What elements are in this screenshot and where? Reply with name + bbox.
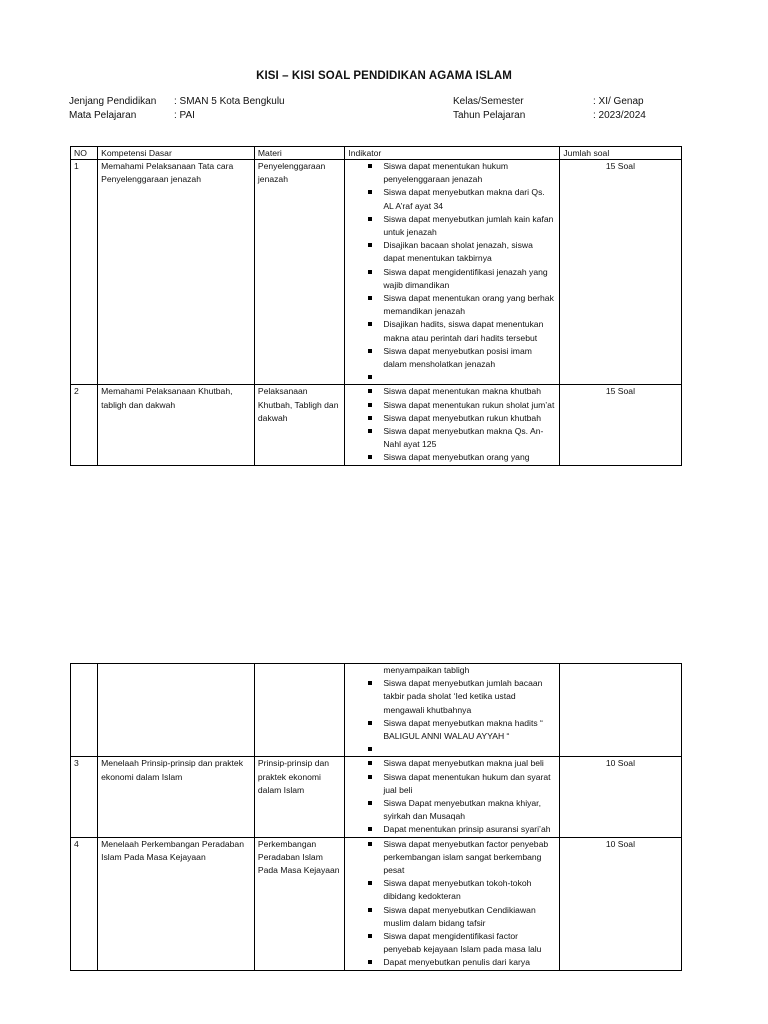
kisi-table-page-1 bbox=[70, 146, 682, 466]
kompetensi-dasar-cell: Menelaah Prinsip-prinsip dan praktek ekonomi dalam Islam bbox=[98, 757, 255, 837]
table-body-page-1 bbox=[71, 160, 682, 466]
meta-right bbox=[453, 95, 646, 123]
square-bullet-icon bbox=[368, 190, 372, 194]
table-row bbox=[71, 160, 682, 385]
indikator-cell bbox=[345, 837, 560, 970]
row-number: 3 bbox=[71, 757, 98, 837]
jumlah-soal-cell: 15 Soal bbox=[560, 385, 682, 465]
square-bullet-icon bbox=[368, 775, 372, 779]
indikator-item bbox=[345, 239, 559, 265]
meta-kelas bbox=[453, 95, 646, 109]
indikator-text: Siswa dapat menyebutkan posisi imam dalam mensholatkan jenazah bbox=[383, 345, 532, 370]
indikator-item bbox=[345, 838, 559, 878]
indikator-item bbox=[345, 877, 559, 903]
row-number bbox=[71, 664, 98, 757]
header-jumlah-soal: Jumlah soal bbox=[560, 147, 682, 160]
header-no: NO bbox=[71, 147, 98, 160]
indikator-text bbox=[383, 744, 385, 754]
indikator-text: Disajikan hadits, siswa dapat menentukan makna atau perintah dari hadits tersebut bbox=[383, 319, 544, 343]
square-bullet-icon bbox=[368, 801, 372, 805]
square-bullet-icon bbox=[368, 270, 372, 274]
materi-cell: Prinsip-prinsip dan praktek ekonomi dalam Islam bbox=[254, 757, 344, 837]
square-bullet-icon bbox=[368, 960, 372, 964]
mapel-value: : PAI bbox=[174, 110, 195, 121]
indikator-list bbox=[345, 160, 559, 384]
indikator-item bbox=[345, 160, 559, 186]
materi-cell: Perkembangan Peradaban Islam Pada Masa Kejayaan bbox=[254, 837, 344, 970]
indikator-text: Siswa dapat menyebutkan factor penyebab perkembangan islam sangat berkembang pesat bbox=[383, 838, 549, 876]
square-bullet-icon bbox=[368, 429, 372, 433]
indikator-item bbox=[345, 412, 559, 425]
jumlah-soal-cell: 10 Soal bbox=[560, 757, 682, 837]
mapel-label: Mata Pelajaran bbox=[69, 110, 137, 121]
indikator-text: Siswa dapat menentukan hukum dan syarat jual beli bbox=[383, 771, 551, 795]
indikator-item bbox=[345, 956, 559, 969]
square-bullet-icon bbox=[368, 164, 372, 168]
materi-cell bbox=[254, 664, 344, 757]
kelas-value: : XI/ Genap bbox=[593, 96, 644, 107]
indikator-item bbox=[345, 266, 559, 292]
tahun-value: : 2023/2024 bbox=[593, 110, 646, 121]
indikator-text: Dapat menyebutkan penulis dari karya bbox=[383, 957, 530, 968]
square-bullet-icon bbox=[368, 681, 372, 685]
indikator-text: Dapat menentukan prinsip asuransi syari’ah bbox=[383, 824, 551, 835]
indikator-text: Siswa dapat menentukan makna khutbah bbox=[383, 386, 541, 397]
indikator-cell bbox=[345, 664, 560, 757]
table-row bbox=[71, 664, 682, 757]
square-bullet-icon bbox=[368, 761, 372, 765]
square-bullet-icon bbox=[368, 455, 372, 459]
indikator-item bbox=[345, 318, 559, 344]
indikator-text: Siswa dapat menyebutkan orang yang bbox=[383, 452, 530, 463]
indikator-text bbox=[383, 372, 385, 382]
indikator-item bbox=[345, 771, 559, 797]
tahun-label: Tahun Pelajaran bbox=[453, 110, 526, 121]
indikator-item bbox=[345, 399, 559, 412]
indikator-continued-text: menyampaikan tabligh bbox=[383, 665, 470, 675]
indikator-text: Siswa dapat menentukan rukun sholat jum’at bbox=[383, 399, 555, 410]
indikator-item bbox=[345, 797, 559, 823]
indikator-text: Siswa dapat mengidentifikasi factor penyebab kejayaan Islam pada masa lalu bbox=[383, 931, 542, 955]
jenjang-label: Jenjang Pendidikan bbox=[69, 96, 157, 107]
indikator-text: Siswa dapat menyebutkan makna Qs. An-Nahl ayat 125 bbox=[383, 426, 544, 450]
indikator-text: Siswa dapat menyebutkan tokoh-tokoh dibidang kedokteran bbox=[383, 878, 532, 902]
indikator-cell bbox=[345, 757, 560, 837]
square-bullet-icon bbox=[368, 721, 372, 725]
square-bullet-icon bbox=[368, 322, 372, 326]
indikator-list bbox=[345, 838, 559, 970]
square-bullet-icon bbox=[368, 416, 372, 420]
row-number: 1 bbox=[71, 160, 98, 385]
kompetensi-dasar-cell: Memahami Pelaksanaan Khutbah, tabligh dan dakwah bbox=[98, 385, 255, 465]
table-row bbox=[71, 385, 682, 465]
kisi-table-page-2 bbox=[70, 663, 682, 971]
indikator-text: Siswa dapat menentukan orang yang berhak memandikan jenazah bbox=[383, 293, 554, 317]
table-body-page-2 bbox=[71, 664, 682, 971]
jenjang-value: : SMAN 5 Kota Bengkulu bbox=[174, 96, 285, 107]
indikator-text: Siswa dapat menyebutkan makna dari Qs. AL A’raf ayat 34 bbox=[383, 187, 545, 211]
row-number: 4 bbox=[71, 837, 98, 970]
indikator-item bbox=[345, 677, 559, 717]
square-bullet-icon bbox=[368, 934, 372, 938]
jumlah-soal-cell bbox=[560, 664, 682, 757]
square-bullet-icon bbox=[368, 881, 372, 885]
jumlah-soal-cell: 10 Soal bbox=[560, 837, 682, 970]
indikator-text: Siswa dapat menyebutkan makna jual beli bbox=[383, 758, 544, 769]
kompetensi-dasar-cell bbox=[98, 664, 255, 757]
indikator-text: Siswa dapat menyebutkan makna hadits “ BALIGUL ANNI WALAU AYYAH “ bbox=[383, 717, 543, 742]
row-number: 2 bbox=[71, 385, 98, 465]
indikator-item bbox=[345, 292, 559, 318]
indikator-item bbox=[345, 823, 559, 836]
indikator-text: Siswa dapat menyebutkan jumlah bacaan takbir pada sholat ‘Ied ketika ustad mengawali khutbahnya bbox=[383, 678, 543, 715]
indikator-text: Siswa dapat menyebutkan rukun khutbah bbox=[383, 412, 541, 423]
indikator-item bbox=[345, 717, 559, 743]
header-materi: Materi bbox=[254, 147, 344, 160]
indikator-list bbox=[345, 757, 559, 836]
kompetensi-dasar-cell: Memahami Pelaksanaan Tata cara Penyelenggaraan jenazah bbox=[98, 160, 255, 385]
indikator-item bbox=[345, 757, 559, 770]
header-indikator: Indikator bbox=[345, 147, 560, 160]
indikator-item bbox=[345, 425, 559, 451]
square-bullet-icon bbox=[368, 403, 372, 407]
indikator-text: Siswa Dapat menyebutkan makna khiyar, syirkah dan Musaqah bbox=[383, 798, 541, 822]
indikator-item bbox=[345, 743, 559, 756]
square-bullet-icon bbox=[368, 375, 372, 379]
indikator-item bbox=[345, 930, 559, 956]
kelas-label: Kelas/Semester bbox=[453, 96, 524, 107]
square-bullet-icon bbox=[368, 243, 372, 247]
square-bullet-icon bbox=[368, 389, 372, 393]
header-kompetensi-dasar: Kompetensi Dasar bbox=[98, 147, 255, 160]
indikator-text: Siswa dapat menyebutkan jumlah kain kafan untuk jenazah bbox=[383, 213, 554, 238]
indikator-item bbox=[345, 213, 559, 239]
indikator-cell bbox=[345, 160, 560, 385]
indikator-cell bbox=[345, 385, 560, 465]
indikator-item bbox=[345, 371, 559, 384]
jumlah-soal-cell: 15 Soal bbox=[560, 160, 682, 385]
indikator-item bbox=[345, 186, 559, 212]
meta-mapel bbox=[69, 109, 285, 123]
document-title: KISI – KISI SOAL PENDIDIKAN AGAMA ISLAM bbox=[256, 70, 512, 82]
meta-tahun bbox=[453, 109, 646, 123]
square-bullet-icon bbox=[368, 217, 372, 221]
square-bullet-icon bbox=[368, 908, 372, 912]
indikator-text: Siswa dapat menentukan hukum penyelenggaraan jenazah bbox=[383, 161, 509, 185]
indikator-text: Disajikan bacaan sholat jenazah, siswa dapat menentukan takbirnya bbox=[383, 240, 533, 264]
indikator-list bbox=[345, 664, 559, 756]
indikator-list bbox=[345, 385, 559, 464]
indikator-item bbox=[345, 904, 559, 930]
kompetensi-dasar-cell: Menelaah Perkembangan Peradaban Islam Pada Masa Kejayaan bbox=[98, 837, 255, 970]
materi-cell: Pelaksanaan Khutbah, Tabligh dan dakwah bbox=[254, 385, 344, 465]
indikator-item bbox=[345, 385, 559, 398]
meta-jenjang bbox=[69, 95, 285, 109]
table-header-row bbox=[71, 147, 682, 160]
indikator-text: Siswa dapat mengidentifikasi jenazah yang wajib dimandikan bbox=[383, 266, 548, 290]
table-row bbox=[71, 837, 682, 970]
square-bullet-icon bbox=[368, 349, 372, 353]
square-bullet-icon bbox=[368, 747, 372, 751]
square-bullet-icon bbox=[368, 827, 372, 831]
square-bullet-icon bbox=[368, 842, 372, 846]
table-row bbox=[71, 757, 682, 837]
meta-left bbox=[69, 95, 285, 123]
indikator-item bbox=[345, 345, 559, 371]
materi-cell: Penyelenggaraan jenazah bbox=[254, 160, 344, 385]
square-bullet-icon bbox=[368, 296, 372, 300]
indikator-text: Siswa dapat menyebutkan Cendikiawan muslim dalam bidang tafsir bbox=[383, 904, 536, 928]
indikator-item bbox=[345, 451, 559, 464]
